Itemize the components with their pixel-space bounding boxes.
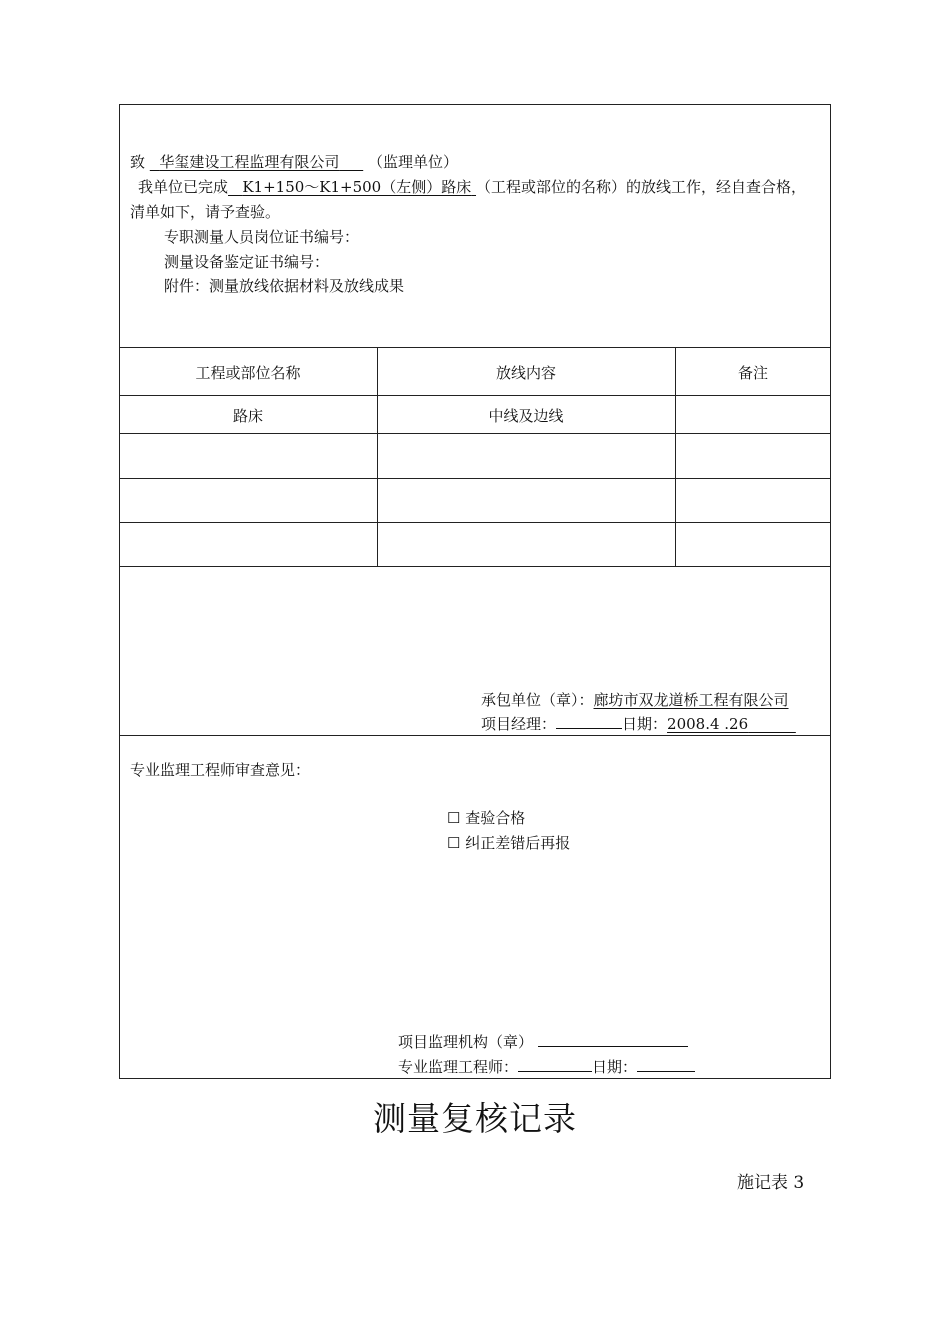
addressee-line [130, 151, 458, 172]
completed-suffix: （工程或部位的名称）的放线工作，经自查合格， [476, 178, 807, 196]
engineer-signature-blank [518, 1056, 592, 1072]
option-pass-checkbox[interactable]: ☐ 查验合格 [447, 809, 526, 827]
option-fix-checkbox[interactable]: ☐ 纠正差错后再报 [447, 834, 571, 852]
divider-table-end [119, 566, 831, 567]
table-header-remark: 备注 [737, 364, 768, 382]
contractor-unit-line [481, 689, 789, 710]
divider-letter [119, 347, 831, 348]
to-prefix: 致 [130, 153, 146, 171]
personnel-cert-label: 专职测量人员岗位证书编号： [164, 228, 360, 246]
divider-row-2 [119, 478, 831, 479]
supervision-org-blank [538, 1031, 688, 1047]
contractor-manager-line [481, 713, 796, 734]
attachment-label: 附件：测量放线依据材料及放线成果 [164, 277, 405, 295]
manager-label: 项目经理： [481, 715, 557, 733]
supervision-engineer-line [398, 1056, 695, 1077]
form-number: 施记表 3 [737, 1173, 805, 1193]
review-date-label: 日期： [592, 1058, 638, 1076]
table-cell: 路床 [232, 407, 263, 425]
manager-signature-blank [556, 713, 622, 729]
contractor-date-label: 日期： [622, 715, 668, 733]
request-line: 清单如下，请予查验。 [130, 203, 281, 221]
engineer-label: 专业监理工程师： [398, 1058, 519, 1076]
work-item: K1+150～K1+500（左侧）路床 [242, 178, 472, 196]
divider-contractor [119, 735, 831, 736]
contractor-unit-name: 廊坊市双龙道桥工程有限公司 [593, 691, 789, 709]
contractor-unit-label: 承包单位（章）： [481, 691, 594, 709]
page-title: 测量复核记录 [373, 1099, 577, 1138]
contractor-date-value: 2008.4 .26 [667, 715, 749, 733]
divider-table-header [119, 395, 831, 396]
completion-line [138, 176, 806, 197]
table-cell: 中线及边线 [488, 407, 564, 425]
supervision-org-label: 项目监理机构（章） [398, 1033, 534, 1051]
divider-row-3 [119, 522, 831, 523]
table-header-location: 工程或部位名称 [195, 364, 301, 382]
equipment-cert-label: 测量设备鉴定证书编号： [164, 253, 330, 271]
supervisor-company: 华玺建设工程监理有限公司 [159, 153, 340, 171]
divider-row-1 [119, 433, 831, 434]
supervisor-suffix: （监理单位） [367, 153, 458, 171]
review-heading: 专业监理工程师审查意见： [130, 761, 311, 779]
completed-prefix: 我单位已完成 [138, 178, 229, 196]
review-date-blank [637, 1056, 695, 1072]
table-header-content: 放线内容 [495, 364, 556, 382]
supervision-org-line [398, 1031, 688, 1052]
